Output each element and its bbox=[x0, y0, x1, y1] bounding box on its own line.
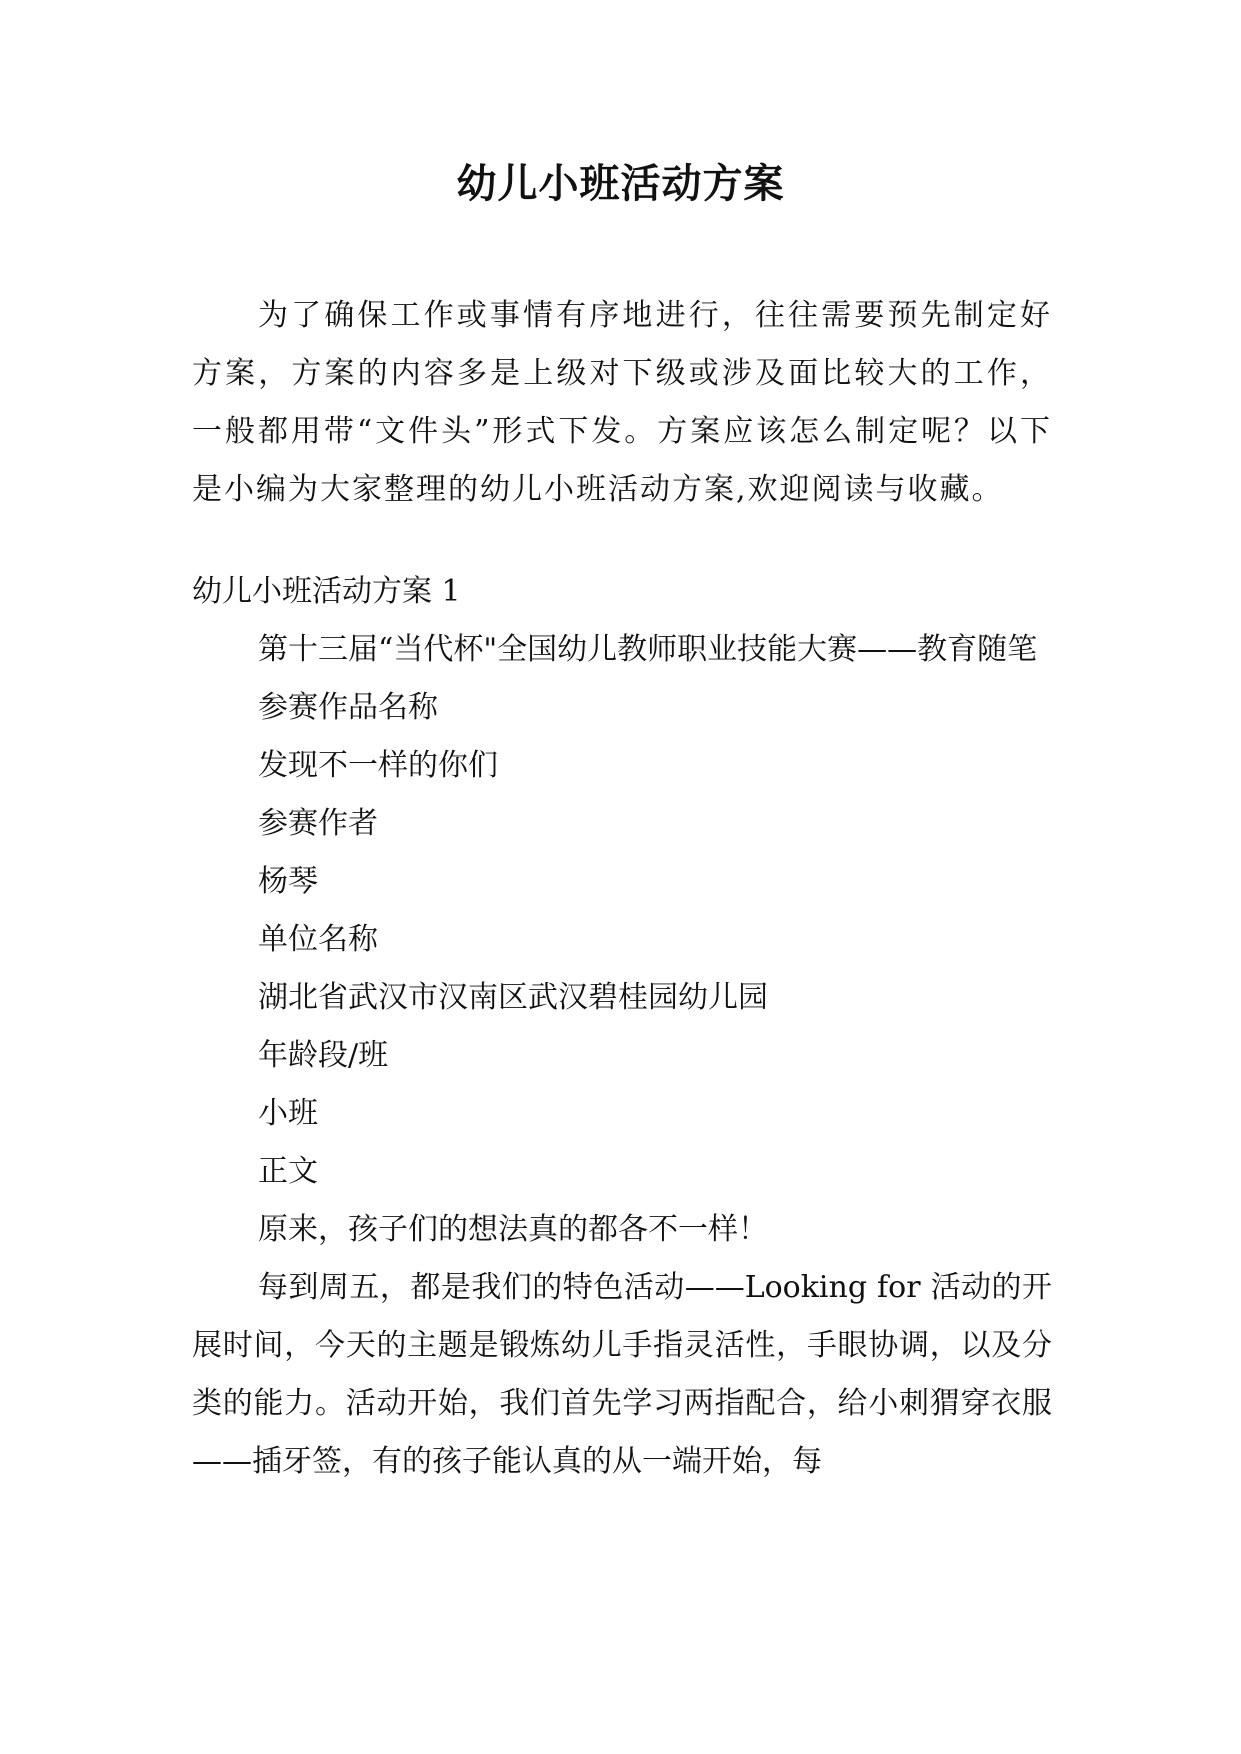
paragraph-author-label: 参赛作者 bbox=[258, 806, 378, 841]
paragraph-age-class: 小班 bbox=[258, 1096, 318, 1131]
document-title: 幼儿小班活动方案 bbox=[456, 161, 785, 207]
paragraph-unit-label: 单位名称 bbox=[258, 922, 378, 957]
document-body bbox=[192, 287, 1052, 1491]
paragraph-unit: 湖北省武汉市汉南区武汉碧桂园幼儿园 bbox=[258, 980, 768, 1015]
paragraph-work-name-label: 参赛作品名称 bbox=[258, 690, 438, 725]
section-heading: 幼儿小班活动方案 1 bbox=[192, 574, 461, 609]
paragraph-activity: 每到周五，都是我们的特色活动——Looking for 活动的开展时间，今天的主题是锻炼幼儿手指灵活性，手眼协调，以及分类的能力。活动开始，我们首先学习两指配合，给小刺猬穿衣服——插牙签，有的孩子能认真的从一端开始，每 bbox=[192, 1270, 1052, 1479]
paragraph-age-class-label: 年龄段/班 bbox=[258, 1038, 389, 1073]
paragraph-main-text-label: 正文 bbox=[258, 1154, 318, 1189]
intro-paragraph: 为了确保工作或事情有序地进行，往往需要预先制定好方案，方案的内容多是上级对下级或涉及面比较大的工作，一般都用带“文件头”形式下发。方案应该怎么制定呢？以下是小编为大家整理的幼儿小班活动方案,欢迎阅读与收藏。 bbox=[192, 298, 1052, 507]
paragraph-opening: 原来，孩子们的想法真的都各不一样！ bbox=[258, 1212, 768, 1247]
paragraph-author: 杨琴 bbox=[258, 864, 318, 899]
paragraph-contest-title: 第十三届“当代杯"全国幼儿教师职业技能大赛——教育随笔 bbox=[258, 632, 1038, 667]
paragraph-work-name: 发现不一样的你们 bbox=[258, 748, 498, 783]
